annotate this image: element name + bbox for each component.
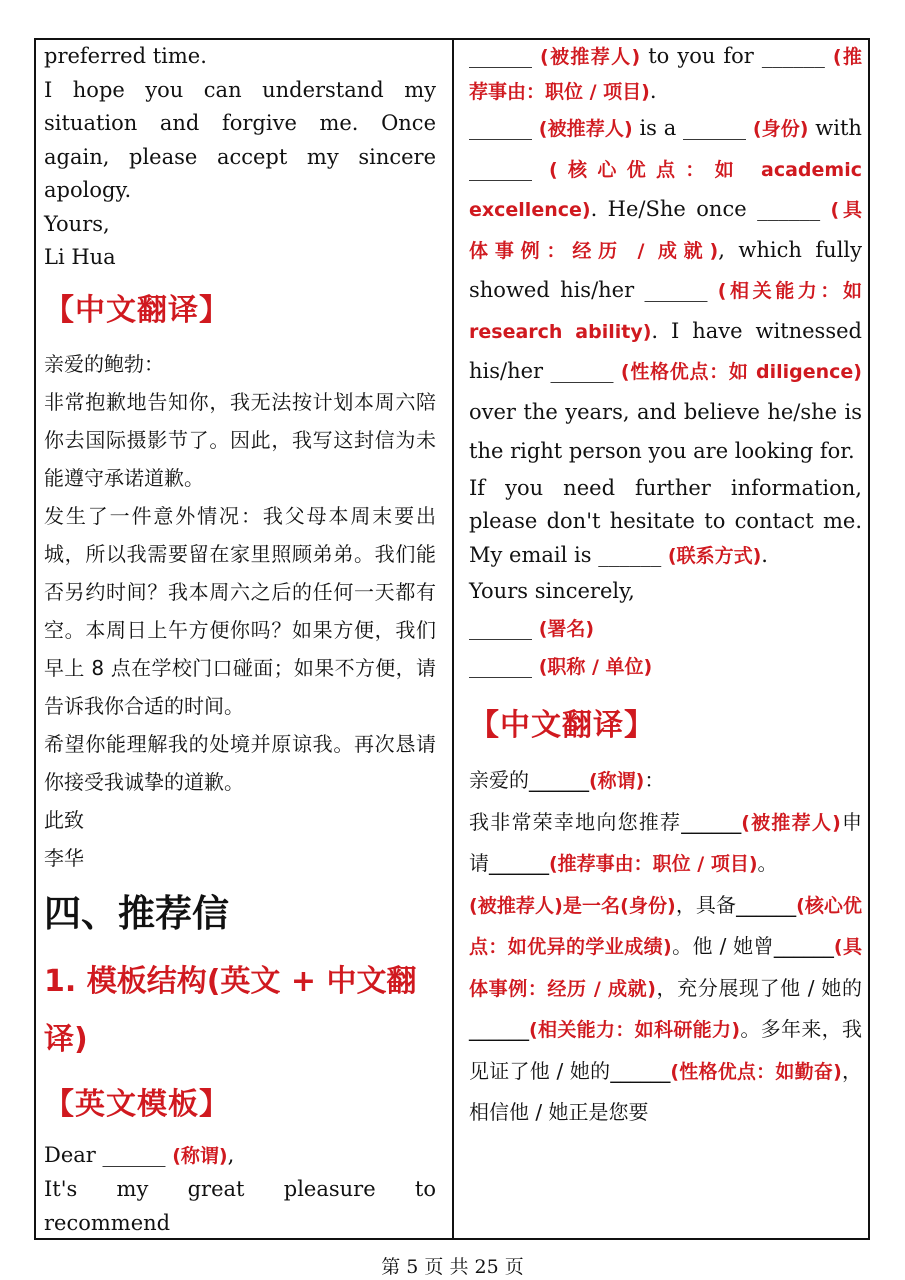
template-text: is a bbox=[639, 116, 677, 140]
zh-text: 。多年来，我见证了他 / 她的 bbox=[469, 1017, 863, 1083]
zh-closing: 此致 bbox=[44, 807, 84, 832]
blank-line: ______ bbox=[102, 1142, 166, 1167]
blank-line: ______ bbox=[550, 359, 614, 383]
blank-line: ______ bbox=[736, 892, 797, 917]
signature-label: (署名) bbox=[538, 618, 595, 640]
blank-line: ______ bbox=[469, 116, 532, 140]
template-closing: Yours sincerely, bbox=[469, 579, 635, 603]
blank-line: ______ bbox=[469, 1017, 529, 1041]
blank-line: ______ bbox=[761, 44, 825, 68]
zh-paragraph bbox=[469, 885, 862, 1133]
template-salutation: Dear ______ (称谓), bbox=[44, 1142, 235, 1167]
zh-paragraph: 希望你能理解我的处境并原谅我。再次恳请你接受我诚挚的道歉。 bbox=[44, 731, 436, 794]
zh-paragraph: 非常抱歉地告知你，我无法按计划本周六陪你去国际摄影节了。因此，我写这封信为未能遵守承诺道歉。 bbox=[44, 389, 436, 490]
zh-character-label: (性格优点：如勤奋) bbox=[670, 1060, 842, 1083]
zh-salutation-label: (称谓) bbox=[589, 770, 645, 792]
template-signature-line bbox=[469, 610, 862, 648]
zh-text: 是一名 bbox=[562, 894, 621, 917]
zh-example-label: (具体事例：经历 / 成就) bbox=[469, 936, 863, 1000]
blank-line: ______ bbox=[469, 616, 532, 640]
zh-text: ，具备 bbox=[675, 892, 737, 917]
blank-line: ______ bbox=[469, 654, 532, 678]
zh-salutation: 亲爱的______(称谓)： bbox=[469, 768, 665, 792]
salutation-label: (称谓) bbox=[172, 1144, 228, 1167]
subsection-title: 1. 模板结构(英文 + 中文翻译) bbox=[44, 963, 417, 1057]
character-label: (性格优点：如 diligence) bbox=[620, 361, 862, 383]
blank-line: ______ bbox=[757, 197, 821, 221]
template-title-line bbox=[469, 648, 862, 686]
english-template-heading: 【英文模板】 bbox=[44, 1086, 230, 1122]
section-title: 四、推荐信 bbox=[44, 891, 229, 935]
zh-reason-label: (推荐事由：职位 / 项目) bbox=[549, 853, 758, 875]
template-text: If you need further information, please don't hesitate to contact me. My email is bbox=[469, 475, 862, 567]
blank-line: ______ bbox=[610, 1058, 671, 1083]
apology-closing: Yours, bbox=[44, 211, 110, 236]
apology-tail-line: preferred time. bbox=[44, 44, 207, 68]
zh-core-label: (核心优点：如优异的学业成绩) bbox=[469, 894, 862, 958]
column-divider bbox=[452, 38, 454, 1240]
template-paragraph-3: If you need further information, please don't hesitate to contact me. My email is ______ (联系方式). bbox=[469, 475, 862, 567]
chinese-translation-heading: 【中文翻译】 bbox=[44, 292, 230, 328]
blank-line: ______ bbox=[469, 44, 532, 68]
zh-identity-label: (身份) bbox=[620, 894, 676, 917]
zh-text: ，相信他 / 她正是您要 bbox=[469, 1058, 863, 1124]
template-text: . He/She once bbox=[590, 197, 747, 221]
zh-text: ，充分展现了他 / 她的 bbox=[655, 975, 863, 1000]
template-text: . I have witnessed his/her bbox=[469, 318, 862, 383]
ability-label: (相关能力：如 research ability) bbox=[469, 280, 862, 343]
zh-text: 。他 / 她曾 bbox=[671, 934, 774, 958]
blank-line: ______ bbox=[773, 934, 834, 958]
blank-line: ______ bbox=[598, 542, 662, 567]
chinese-apology-letter bbox=[44, 345, 436, 877]
zh-nominee-label: (被推荐人) bbox=[741, 811, 841, 834]
nominee-label: (被推荐人) bbox=[540, 46, 641, 68]
template-text: with bbox=[815, 116, 862, 140]
zh-text: 亲爱的 bbox=[469, 768, 529, 792]
zh-text: 我非常荣幸地向您推荐 bbox=[469, 809, 682, 834]
page-footer: 第 5 页 共 25 页 bbox=[381, 1256, 524, 1278]
example-label: (具体事例：经历 / 成就) bbox=[469, 199, 862, 262]
reason-label: (推荐事由：职位 / 项目) bbox=[469, 46, 862, 103]
apology-paragraph: I hope you can understand my situation and forgive me. Once again, please accept my sincere apology. bbox=[44, 77, 436, 202]
blank-line: ______ bbox=[529, 768, 589, 792]
blank-line: ______ bbox=[469, 156, 532, 181]
zh-salutation: 亲爱的鲍勃： bbox=[44, 351, 164, 376]
right-column bbox=[469, 40, 862, 1133]
title-label: (职称 / 单位) bbox=[538, 656, 653, 678]
template-paragraph-2 bbox=[469, 109, 862, 472]
zh-signature: 李华 bbox=[44, 845, 84, 870]
contact-label: (联系方式) bbox=[667, 544, 762, 567]
blank-line: ______ bbox=[644, 278, 708, 302]
core-strength-label: (核心优点：如 academic excellence) bbox=[469, 158, 862, 221]
identity-label: (身份) bbox=[752, 118, 809, 140]
zh-paragraph: 我非常荣幸地向您推荐______(被推荐人)申请______(推荐事由：职位 / 项目)。 bbox=[469, 809, 863, 875]
zh-ability-label: (相关能力：如科研能力) bbox=[529, 1019, 741, 1041]
apology-signature: Li Hua bbox=[44, 245, 116, 269]
blank-line: ______ bbox=[681, 809, 742, 834]
chinese-translation-heading: 【中文翻译】 bbox=[469, 708, 655, 743]
template-text: over the years, and believe he/she is the right person you are looking for. bbox=[469, 399, 862, 463]
blank-line: ______ bbox=[683, 116, 747, 140]
recommend-line: It's my great pleasure to recommend bbox=[44, 1177, 436, 1235]
zh-nominee-label: (被推荐人) bbox=[469, 894, 563, 917]
template-text: , which fully showed his/her bbox=[469, 237, 862, 302]
template-paragraph-1: ______ (被推荐人) to you for ______ (推荐事由：职位 / 项目). bbox=[469, 44, 862, 103]
zh-paragraph: 发生了一件意外情况：我父母本周末要出城，所以我需要留在家里照顾弟弟。我们能否另约时间？我本周六之后的任何一天都有空。本周日上午方便你吗？如果方便，我们早上 8 点在学校门口碰面；如果不方便，请告诉我你合适的时间。 bbox=[44, 503, 436, 718]
template-text: to you for bbox=[648, 44, 754, 68]
left-column bbox=[44, 40, 436, 1240]
dear-text: Dear bbox=[44, 1142, 96, 1167]
zh-text: 申请 bbox=[469, 809, 863, 875]
nominee-label: (被推荐人) bbox=[538, 118, 633, 140]
chinese-template bbox=[469, 760, 862, 1133]
blank-line: ______ bbox=[489, 851, 549, 875]
